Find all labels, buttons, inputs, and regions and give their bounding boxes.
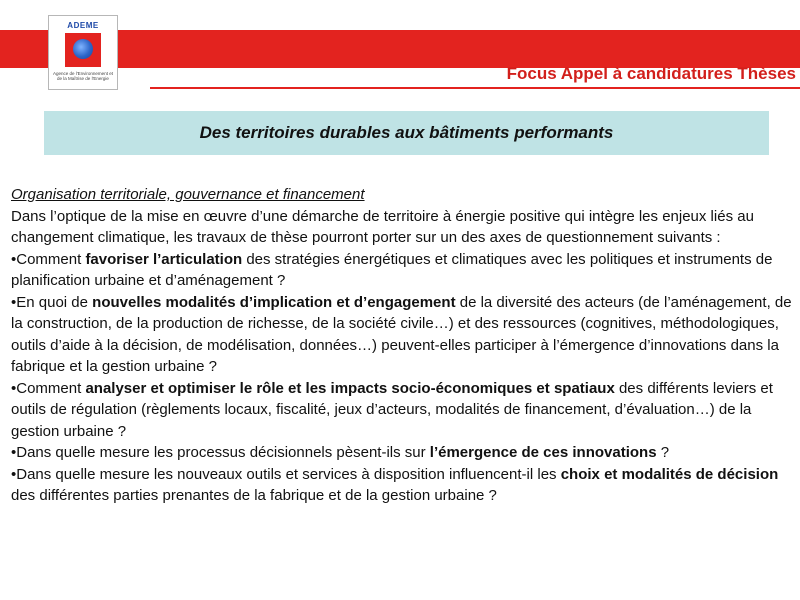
logo-emblem: [65, 33, 101, 67]
banner-title: Des territoires durables aux bâtiments performants: [199, 123, 614, 142]
bullet-item-3: [11, 378, 793, 443]
logo-name: ADEME: [67, 21, 99, 30]
bullet-text: des différents leviers et outils de régulation (règlements locaux, fiscalité, jeux d’acteurs, modalités de financement, d’évaluation…) de la gestion urbaine ?: [11, 379, 773, 440]
bullet-emphasis: nouvelles modalités d’implication et d’engagement: [92, 293, 456, 311]
bullet-emphasis: analyser et optimiser le rôle et les impacts socio-économiques et spatiaux: [85, 379, 615, 397]
bullet-text: •Dans quelle mesure les nouveaux outils et services à disposition influencent-il les: [11, 465, 561, 483]
body-text: [11, 184, 793, 507]
logo-caption: Agence de l'Environnement et de la Maîtrise de l'Energie: [53, 71, 113, 81]
globe-icon: [73, 39, 93, 59]
bullet-text: •En quoi de: [11, 293, 93, 311]
header-red-band: [0, 30, 800, 68]
header-divider-line: [150, 87, 800, 89]
bullet-item-1: [11, 249, 793, 292]
bullet-text: •Comment: [11, 379, 86, 397]
bullet-text: des différentes parties prenantes de la fabrique et de la gestion urbaine ?: [11, 487, 497, 504]
bullet-text: ?: [656, 444, 670, 461]
bullet-emphasis: l’émergence de ces innovations: [429, 444, 657, 461]
bullet-text: •Comment: [11, 250, 86, 268]
bullet-text: des stratégies énergétiques et climatiques avec les politiques et instruments de planification urbaine et d’aménagement ?: [11, 250, 773, 289]
bullet-emphasis: choix et modalités de décision: [560, 465, 779, 483]
bullet-item-4: [11, 442, 793, 464]
section-title: Organisation territoriale, gouvernance et financement: [11, 186, 365, 203]
bullet-text: de la diversité des acteurs (de l’aménagement, de la construction, de la production de richesse, de la société civile…) et des ressources (cognitives, méthodologiques, outils d’aide à la décision, de modélisation, données…) peuvent-elles participer à l’émergence d’innovations dans la fabrique et la gestion urbaine ?: [11, 293, 792, 375]
page-title: Focus Appel à candidatures Thèses: [506, 64, 796, 83]
ademe-logo: [48, 15, 118, 90]
bullet-text: •Dans quelle mesure les processus décisionnels pèsent-ils sur: [11, 444, 430, 461]
bullet-item-2: [11, 292, 793, 378]
bullet-item-5: [11, 464, 793, 507]
intro-paragraph: Dans l’optique de la mise en œuvre d’une démarche de territoire à énergie positive qui intègre les enjeux liés au changement climatique, les travaux de thèse pourront porter sur un des axes de questionnement suivants :: [11, 207, 754, 246]
topic-banner: [44, 111, 769, 155]
bullet-emphasis: favoriser l’articulation: [85, 250, 243, 268]
